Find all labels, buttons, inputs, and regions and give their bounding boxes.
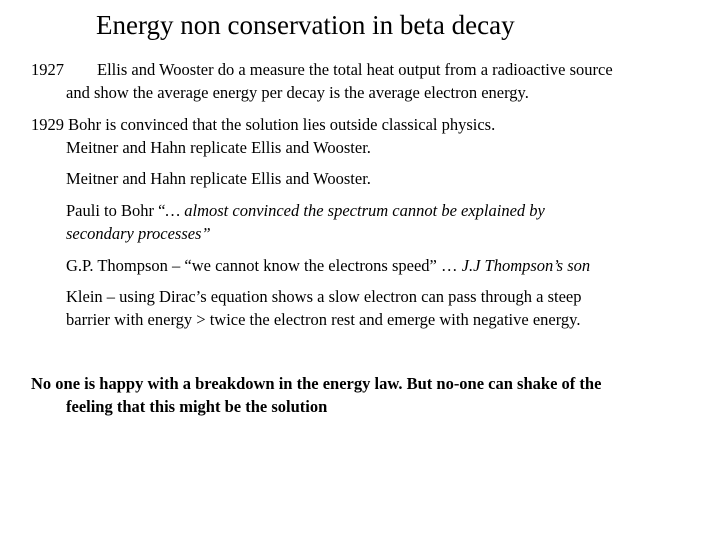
- pauli-quote-1: … almost convinced the spectrum cannot be explained by: [165, 201, 545, 220]
- paragraph-1927-line-2: and show the average energy per decay is the average electron energy.: [66, 83, 529, 102]
- paragraph-conclusion-line-2: feeling that this might be the solution: [66, 397, 328, 416]
- slide-title: Energy non conservation in beta decay: [96, 10, 515, 40]
- paragraph-klein-line-1: Klein – using Dirac’s equation shows a slow electron can pass through a steep: [66, 287, 582, 306]
- paragraph-1929-line-2: Meitner and Hahn replicate Ellis and Wooster.: [66, 138, 371, 157]
- paragraph-klein-line-2: barrier with energy > twice the electron rest and emerge with negative energy.: [66, 310, 581, 329]
- pauli-prefix: Pauli to Bohr “: [66, 201, 166, 220]
- paragraph-conclusion-line-1: No one is happy with a breakdown in the energy law. But no-one can shake of the: [31, 374, 602, 393]
- paragraph-thompson-line-1: [66, 254, 590, 277]
- paragraph-meitner-hahn: [66, 167, 371, 190]
- pauli-quote-2: secondary processes”: [66, 224, 211, 243]
- thompson-plain: G.P. Thompson – “we cannot know the electrons speed” …: [66, 256, 462, 275]
- paragraph-meitner-hahn-line-1: Meitner and Hahn replicate Ellis and Wooster.: [66, 169, 371, 188]
- paragraph-klein: [66, 285, 582, 331]
- paragraph-pauli: [66, 199, 545, 245]
- paragraph-1929: [31, 113, 495, 159]
- paragraph-thompson: [66, 254, 590, 277]
- year-label: 1927: [31, 60, 64, 79]
- paragraph-1929-line-1: 1929 Bohr is convinced that the solution lies outside classical physics.: [31, 115, 496, 134]
- paragraph-conclusion: [31, 372, 601, 418]
- paragraph-1927-text-1: Ellis and Wooster do a measure the total heat output from a radioactive source: [97, 60, 613, 79]
- paragraph-1927-line-1: [31, 58, 613, 81]
- paragraph-pauli-line-1: [66, 199, 545, 222]
- paragraph-1927: [31, 58, 613, 104]
- thompson-italic: J.J Thompson’s son: [461, 256, 591, 275]
